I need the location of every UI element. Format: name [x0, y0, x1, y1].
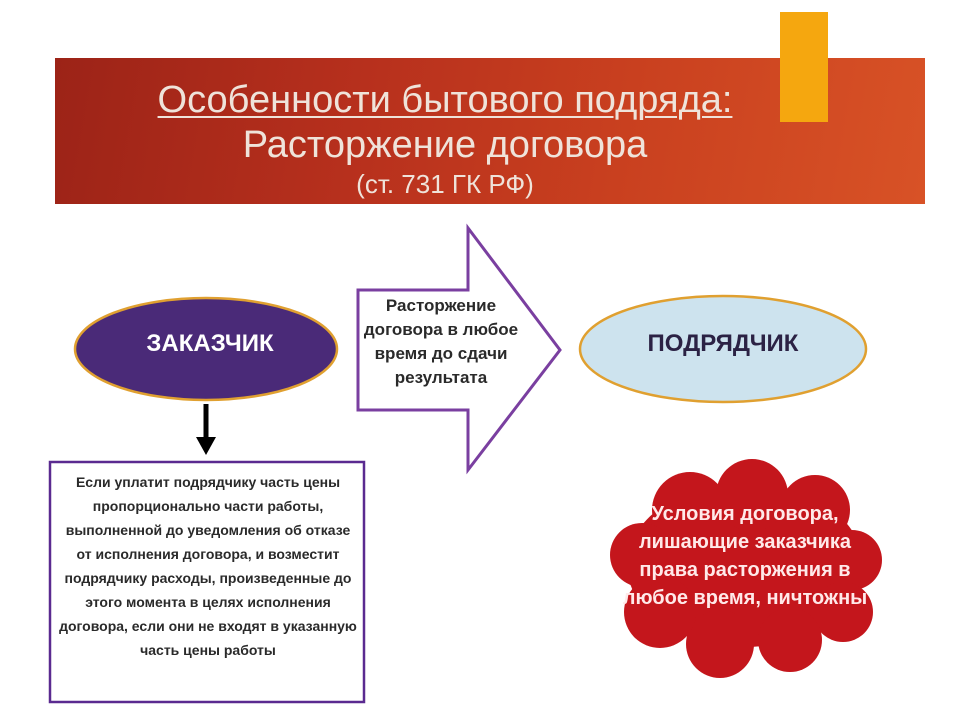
header-title: [55, 58, 835, 200]
condition-text: Если уплатит подрядчику часть цены пропорционально части работы, выполненной до уведомления об отказе от исполнения договора, и возместит подрядчику расходы, произведенные до этого момента в целях исполнения договора, если они не входят в указанную часть цены работы: [59, 474, 357, 658]
title-line-2: Расторжение договора: [242, 124, 648, 166]
contractor-label: ПОДРЯДЧИК: [647, 330, 799, 357]
title-line-1: Особенности бытового подряда:: [157, 79, 733, 121]
arrow-text: Расторжение договора в любое время до сдачи результата: [363, 296, 519, 387]
cloud-text: Условия договора, лишающие заказчика права расторжения в любое время, ничтожны: [622, 503, 868, 609]
down-arrow: [196, 404, 216, 455]
customer-label: ЗАКАЗЧИК: [146, 330, 274, 357]
title-line-3: (ст. 731 ГК РФ): [356, 169, 534, 199]
